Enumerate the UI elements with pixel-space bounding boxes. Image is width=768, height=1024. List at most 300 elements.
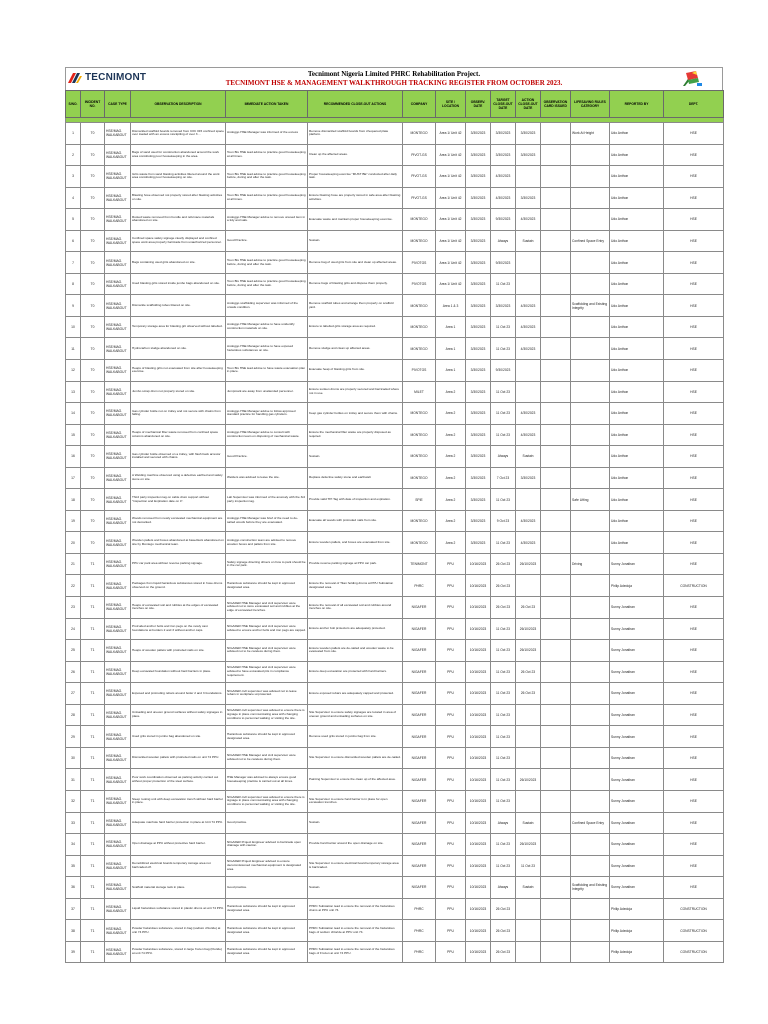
incident-no-cell: T1 bbox=[81, 553, 105, 575]
observation-description-cell: Liquid hazardous substance stored in plastic drums at unit 74 PPU. bbox=[131, 898, 226, 920]
reported-by-cell: Sunny Jonathan bbox=[610, 855, 664, 877]
col-header-reported-by: REPORTED BY bbox=[610, 91, 664, 118]
observation-description-cell: Wooden pallets and boxes abandoned at base/deck abandoned on site by Montego mechanical team. bbox=[131, 532, 226, 554]
lifesaving-rule-cell bbox=[571, 316, 610, 338]
observation-card-cell bbox=[541, 834, 571, 856]
case-type-cell: HSE/MAG. WALKABOUT bbox=[105, 553, 131, 575]
target-date-cell: 26 Oct 23 bbox=[491, 898, 516, 920]
recommended-action-cell: Ensure the mechanical filter waste are properly disposed as required. bbox=[308, 424, 403, 446]
lifesaving-rule-cell: Driving bbox=[571, 553, 610, 575]
closeout-date-cell bbox=[516, 941, 541, 963]
site-location-cell: PPU bbox=[436, 941, 466, 963]
closeout-date-cell: 3/30/2023 bbox=[516, 187, 541, 209]
target-date-cell: 26 Oct 23 bbox=[491, 575, 516, 597]
sn-cell: 38 bbox=[66, 920, 81, 942]
target-date-cell: 11 Oct 23 bbox=[491, 661, 516, 683]
table-row bbox=[66, 338, 724, 360]
reported-by-cell: Udo Anthon bbox=[610, 467, 664, 489]
site-location-cell: Area 2 bbox=[436, 532, 466, 554]
observation-date-cell: 10/16/2023 bbox=[466, 855, 491, 877]
site-location-cell: PPU bbox=[436, 747, 466, 769]
site-location-cell: Area 2 bbox=[436, 424, 466, 446]
target-date-cell: 11 Oct 23 bbox=[491, 704, 516, 726]
recommended-action-cell: Provide reverse parking signage at PPU car park. bbox=[308, 553, 403, 575]
lifesaving-rule-cell: Work At Height bbox=[571, 123, 610, 145]
recommended-action-cell: Site Supervisor to ensure safety signages are located in area of uneven ground and unloading surfaces on site. bbox=[308, 704, 403, 726]
company-cell: MONTEGO bbox=[403, 295, 436, 317]
target-date-cell: 11 Oct 23 bbox=[491, 338, 516, 360]
closeout-date-cell: 26 Oct 23 bbox=[516, 683, 541, 705]
col-header-observation-card: OBSERVATION CARD ISSUED bbox=[541, 91, 571, 118]
immediate-action-cell: Toun Bis HSE lead advise to practice good housekeeping before, during and after the task. bbox=[226, 166, 308, 188]
dept-cell: HSE bbox=[664, 424, 724, 446]
col-header-incident-no: INCIDENT NO. bbox=[81, 91, 105, 118]
lifesaving-rule-cell bbox=[571, 403, 610, 425]
observation-date-cell: 3/30/2023 bbox=[466, 230, 491, 252]
immediate-action-cell: Hazardous substance should be kept in approved designated area. bbox=[226, 726, 308, 748]
sn-cell: 4 bbox=[66, 187, 81, 209]
company-cell: NIGAFER bbox=[403, 661, 436, 683]
immediate-action-cell: NIGAFER civil supervisor was advised not to leave rebars in workplace unprotected. bbox=[226, 683, 308, 705]
closeout-date-cell bbox=[516, 898, 541, 920]
case-type-cell: HSE/MAG. WALKABOUT bbox=[105, 360, 131, 382]
sn-cell: 6 bbox=[66, 230, 81, 252]
dept-cell: HSE bbox=[664, 489, 724, 511]
reported-by-cell: Sunny Jonathan bbox=[610, 747, 664, 769]
case-type-cell: HSE/MAG. WALKABOUT bbox=[105, 920, 131, 942]
immediate-action-cell: Andoggo HSE Manager advise to have unidentify construction materials on site. bbox=[226, 316, 308, 338]
incident-no-cell: T1 bbox=[81, 640, 105, 662]
dept-cell: HSE bbox=[664, 683, 724, 705]
col-header-target-date: TARGET CLOSE-OUT DATE bbox=[491, 91, 516, 118]
case-type-cell: HSE/MAG. WALKABOUT bbox=[105, 877, 131, 899]
table-row bbox=[66, 252, 724, 274]
reported-by-cell: Sunny Jonathan bbox=[610, 597, 664, 619]
incident-no-cell: T0 bbox=[81, 209, 105, 231]
site-location-cell: PPU bbox=[436, 597, 466, 619]
table-row bbox=[66, 467, 724, 489]
dept-cell: CONSTRUCTION bbox=[664, 898, 724, 920]
dept-cell: HSE bbox=[664, 597, 724, 619]
immediate-action-cell: Hazardous substance should be kept in approved designated area. bbox=[226, 898, 308, 920]
case-type-cell: HSE/MAG. WALKABOUT bbox=[105, 338, 131, 360]
observation-description-cell: Gas cylinder bottle not on trolley and not secure with chains from falling. bbox=[131, 403, 226, 425]
company-cell: MILET bbox=[403, 381, 436, 403]
site-location-cell: PPU bbox=[436, 575, 466, 597]
lifesaving-rule-cell bbox=[571, 683, 610, 705]
sn-cell: 5 bbox=[66, 209, 81, 231]
lifesaving-rule-cell bbox=[571, 769, 610, 791]
recommended-action-cell: PHRC Substation lead to ensure the removal of the hazardous bags of sodium chloride at PPU unit 74. bbox=[308, 920, 403, 942]
closeout-date-cell bbox=[516, 726, 541, 748]
dept-cell: HSE bbox=[664, 360, 724, 382]
sn-cell: 3 bbox=[66, 166, 81, 188]
observation-date-cell: 3/30/2023 bbox=[466, 510, 491, 532]
recommended-action-cell: Ensure wooden pallets are de-nailed and wooden waste to be evacuated from site. bbox=[308, 640, 403, 662]
observation-card-cell bbox=[541, 381, 571, 403]
observation-description-cell: Used blasting grits stored inside jumbo bags abandoned on site. bbox=[131, 273, 226, 295]
sn-cell: 10 bbox=[66, 316, 81, 338]
table-row bbox=[66, 661, 724, 683]
closeout-date-cell bbox=[516, 273, 541, 295]
immediate-action-cell: Welders was advised to leave the site. bbox=[226, 467, 308, 489]
incident-no-cell: T1 bbox=[81, 834, 105, 856]
incident-no-cell: T1 bbox=[81, 726, 105, 748]
observation-description-cell: Bags containing used grits abandoned on site. bbox=[131, 252, 226, 274]
observation-description-cell: A Welding machine observed using a defective earthed and safety stone on site. bbox=[131, 467, 226, 489]
observation-card-cell bbox=[541, 316, 571, 338]
incident-no-cell: T1 bbox=[81, 683, 105, 705]
table-row bbox=[66, 941, 724, 963]
observation-card-cell bbox=[541, 877, 571, 899]
closeout-date-cell bbox=[516, 704, 541, 726]
sn-cell: 24 bbox=[66, 618, 81, 640]
lifesaving-rule-cell bbox=[571, 661, 610, 683]
company-cell: NIGAFER bbox=[403, 790, 436, 812]
observation-date-cell: 10/16/2023 bbox=[466, 898, 491, 920]
sn-cell: 35 bbox=[66, 855, 81, 877]
client-flag-logo-icon bbox=[680, 69, 702, 87]
target-date-cell: 26 Oct 23 bbox=[491, 597, 516, 619]
sn-cell: 32 bbox=[66, 790, 81, 812]
immediate-action-cell: Toun Bis HSE lead advise to practice good housekeeping before, during and after the task. bbox=[226, 252, 308, 274]
table-row bbox=[66, 230, 724, 252]
company-cell: NIGAFER bbox=[403, 747, 436, 769]
closeout-date-cell: 4/30/2023 bbox=[516, 316, 541, 338]
company-cell: PHRC bbox=[403, 941, 436, 963]
observation-description-cell: Powder hazardous substance, stored in bag (sodium chloride) at unit 74 PPU. bbox=[131, 920, 226, 942]
sn-cell: 27 bbox=[66, 683, 81, 705]
observation-description-cell: PPU car park area without reverse parking signage. bbox=[131, 553, 226, 575]
lifesaving-rule-cell bbox=[571, 446, 610, 468]
dept-cell: HSE bbox=[664, 144, 724, 166]
observation-date-cell: 10/16/2023 bbox=[466, 834, 491, 856]
table-row bbox=[66, 489, 724, 511]
incident-no-cell: T1 bbox=[81, 769, 105, 791]
observation-date-cell: 3/30/2023 bbox=[466, 489, 491, 511]
observation-date-cell: 10/16/2023 bbox=[466, 640, 491, 662]
observation-card-cell bbox=[541, 424, 571, 446]
company-cell: PHRC bbox=[403, 898, 436, 920]
target-date-cell: 11 Oct 23 bbox=[491, 790, 516, 812]
immediate-action-cell: NIGAFER HSE Manager and civil supervisor were advised not to store excavated soil and rubbles at the edge of excavated trenches. bbox=[226, 597, 308, 619]
sn-cell: 16 bbox=[66, 446, 81, 468]
sn-cell: 21 bbox=[66, 553, 81, 575]
incident-no-cell: T0 bbox=[81, 166, 105, 188]
closeout-date-cell bbox=[516, 489, 541, 511]
incident-no-cell: T1 bbox=[81, 898, 105, 920]
lifesaving-rule-cell bbox=[571, 941, 610, 963]
site-location-cell: PPU bbox=[436, 834, 466, 856]
observation-date-cell: 3/30/2023 bbox=[466, 187, 491, 209]
lifesaving-rule-cell bbox=[571, 855, 610, 877]
observation-date-cell: 10/16/2023 bbox=[466, 920, 491, 942]
observation-date-cell: 10/16/2023 bbox=[466, 941, 491, 963]
site-location-cell: PPU bbox=[436, 877, 466, 899]
closeout-date-cell: 11 Oct 23 bbox=[516, 855, 541, 877]
sn-cell: 11 bbox=[66, 338, 81, 360]
observation-date-cell: 3/30/2023 bbox=[466, 532, 491, 554]
sn-cell: 25 bbox=[66, 640, 81, 662]
table-row bbox=[66, 769, 724, 791]
observation-date-cell: 10/16/2023 bbox=[466, 704, 491, 726]
closeout-date-cell: 26/10/2023 bbox=[516, 769, 541, 791]
observation-date-cell: 3/30/2023 bbox=[466, 360, 491, 382]
recommended-action-cell: Remove used grits stored in jumbo bag from site. bbox=[308, 726, 403, 748]
observation-description-cell: Dismantled wooden pallets with protruded nails on unit 74 PPU. bbox=[131, 747, 226, 769]
case-type-cell: HSE/MAG. WALKABOUT bbox=[105, 532, 131, 554]
observation-card-cell bbox=[541, 446, 571, 468]
observation-date-cell: 3/30/2023 bbox=[466, 123, 491, 145]
immediate-action-cell: Andoggo HSE Manager advise to remove unused item in a tidy and safe. bbox=[226, 209, 308, 231]
recommended-action-cell: Remove sludge and clean up affected areas. bbox=[308, 338, 403, 360]
sn-cell: 17 bbox=[66, 467, 81, 489]
target-date-cell: 11 Oct 23 bbox=[491, 403, 516, 425]
reported-by-cell: Sunny Jonathan bbox=[610, 877, 664, 899]
site-location-cell: PPU bbox=[436, 920, 466, 942]
immediate-action-cell: Andoggo HSE Manager was informed of the excess bbox=[226, 123, 308, 145]
target-date-cell: Always bbox=[491, 812, 516, 834]
table-row bbox=[66, 403, 724, 425]
closeout-date-cell: 3/30/2023 bbox=[516, 467, 541, 489]
recommended-action-cell: Site Supervisor to ensure dismantled wooden pallets are de-nailed. bbox=[308, 747, 403, 769]
observation-card-cell bbox=[541, 769, 571, 791]
case-type-cell: HSE/MAG. WALKABOUT bbox=[105, 467, 131, 489]
observation-description-cell: Grits waste from sand blasting activities littered around the work area constituting poor housekeeping on site. bbox=[131, 166, 226, 188]
lifesaving-rule-cell bbox=[571, 510, 610, 532]
company-cell: MONTEGO bbox=[403, 510, 436, 532]
reported-by-cell: Philip Adedoja bbox=[610, 920, 664, 942]
immediate-action-cell: NIGAFER HSE Manager and civil supervisor were advised to have excavated pits in compliance requirement. bbox=[226, 661, 308, 683]
sn-cell: 14 bbox=[66, 403, 81, 425]
immediate-action-cell: Good Practice. bbox=[226, 446, 308, 468]
observation-card-cell bbox=[541, 273, 571, 295]
case-type-cell: HSE/MAG. WALKABOUT bbox=[105, 187, 131, 209]
lifesaving-rule-cell bbox=[571, 726, 610, 748]
immediate-action-cell: Good Practice. bbox=[226, 230, 308, 252]
site-location-cell: Area 2 bbox=[436, 489, 466, 511]
site-location-cell: Area 1/ Unit 42 bbox=[436, 166, 466, 188]
target-date-cell: 11 Oct 23 bbox=[491, 532, 516, 554]
observation-card-cell bbox=[541, 295, 571, 317]
observation-card-cell bbox=[541, 683, 571, 705]
reported-by-cell: Udo Anthon bbox=[610, 166, 664, 188]
incident-no-cell: T0 bbox=[81, 489, 105, 511]
observation-card-cell bbox=[541, 209, 571, 231]
case-type-cell: HSE/MAG. WALKABOUT bbox=[105, 747, 131, 769]
dept-cell: HSE bbox=[664, 640, 724, 662]
case-type-cell: HSE/MAG. WALKABOUT bbox=[105, 316, 131, 338]
dept-cell: HSE bbox=[664, 769, 724, 791]
lifesaving-rule-cell bbox=[571, 575, 610, 597]
company-cell: MONTEGO bbox=[403, 316, 436, 338]
closeout-date-cell bbox=[516, 381, 541, 403]
observation-card-cell bbox=[541, 898, 571, 920]
recommended-action-cell: Ensure deep excavation are protected with hard barriers. bbox=[308, 661, 403, 683]
recommended-action-cell: Remove scaffold tubes and arrange them properly on scaffold yard. bbox=[308, 295, 403, 317]
dept-cell: HSE bbox=[664, 510, 724, 532]
reported-by-cell: Sunny Jonathan bbox=[610, 553, 664, 575]
target-date-cell: 9/30/2023 bbox=[491, 252, 516, 274]
company-cell: NIGAFER bbox=[403, 726, 436, 748]
observation-description-cell: Dismantled scaffold boards removed from C0C 015 confined space over loaded with an excess stockpiling of over 3 ... bbox=[131, 123, 226, 145]
table-row bbox=[66, 144, 724, 166]
incident-no-cell: T0 bbox=[81, 123, 105, 145]
dept-cell: HSE bbox=[664, 877, 724, 899]
company-cell: NIGAFER bbox=[403, 704, 436, 726]
observation-date-cell: 10/16/2023 bbox=[466, 683, 491, 705]
dept-cell: HSE bbox=[664, 381, 724, 403]
reported-by-cell: Udo Anthon bbox=[610, 209, 664, 231]
recommended-action-cell: Ensure wooden pallets, and boxes are evacuated from site. bbox=[308, 532, 403, 554]
immediate-action-cell: Andoggo HSE Manager advise to consult with construction team on disposing of mechanical waste. bbox=[226, 424, 308, 446]
closeout-date-cell: 3/30/2023 bbox=[516, 144, 541, 166]
site-location-cell: PPU bbox=[436, 683, 466, 705]
dept-cell: HSE bbox=[664, 790, 724, 812]
incident-no-cell: T1 bbox=[81, 747, 105, 769]
reported-by-cell: Sunny Jonathan bbox=[610, 640, 664, 662]
reported-by-cell: Udo Anthon bbox=[610, 230, 664, 252]
company-cell: NIGAFER bbox=[403, 834, 436, 856]
col-header-closeout-date: ACTION CLOSE-OUT DATE bbox=[516, 91, 541, 118]
observation-description-cell: Dismantle scaffolding tubes littered on site. bbox=[131, 295, 226, 317]
header-row bbox=[66, 91, 724, 118]
target-date-cell: Always bbox=[491, 446, 516, 468]
lifesaving-rule-cell bbox=[571, 166, 610, 188]
observation-description-cell: Used grits stored in jumbo bag abandoned on site. bbox=[131, 726, 226, 748]
recommended-action-cell: Site Supervisor to ensure hard barrier is in place for open excavation trenches. bbox=[308, 790, 403, 812]
closeout-date-cell: 26 Oct 23 bbox=[516, 661, 541, 683]
closeout-date-cell: 4/30/2023 bbox=[516, 209, 541, 231]
recommended-action-cell: Remove dismantled scaffold boards from chequered plate platform. bbox=[308, 123, 403, 145]
incident-no-cell: T0 bbox=[81, 360, 105, 382]
site-location-cell: Area 1/ Unit 42 bbox=[436, 273, 466, 295]
reported-by-cell: Udo Anthon bbox=[610, 446, 664, 468]
lifesaving-rule-cell bbox=[571, 532, 610, 554]
observation-date-cell: 10/16/2023 bbox=[466, 661, 491, 683]
observation-card-cell bbox=[541, 166, 571, 188]
sn-cell: 2 bbox=[66, 144, 81, 166]
observation-card-cell bbox=[541, 553, 571, 575]
table-row bbox=[66, 640, 724, 662]
closeout-date-cell: Sustain bbox=[516, 877, 541, 899]
observation-date-cell: 3/30/2023 bbox=[466, 209, 491, 231]
incident-no-cell: T1 bbox=[81, 618, 105, 640]
lifesaving-rule-cell bbox=[571, 381, 610, 403]
sn-cell: 22 bbox=[66, 575, 81, 597]
dept-cell: HSE bbox=[664, 273, 724, 295]
reported-by-cell: Sunny Jonathan bbox=[610, 834, 664, 856]
reported-by-cell: Udo Anthon bbox=[610, 403, 664, 425]
observation-date-cell: 3/30/2023 bbox=[466, 446, 491, 468]
reported-by-cell: Udo Anthon bbox=[610, 381, 664, 403]
company-cell: MONTEGO bbox=[403, 123, 436, 145]
target-date-cell: 11 Oct 23 bbox=[491, 855, 516, 877]
recommended-action-cell: Sustain. bbox=[308, 230, 403, 252]
table-row bbox=[66, 726, 724, 748]
col-header-company: COMPANY bbox=[403, 91, 436, 118]
case-type-cell: HSE/MAG. WALKABOUT bbox=[105, 790, 131, 812]
closeout-date-cell: Sustain bbox=[516, 230, 541, 252]
reported-by-cell: Udo Anthon bbox=[610, 510, 664, 532]
observation-card-cell bbox=[541, 252, 571, 274]
site-location-cell: Area 1 bbox=[436, 338, 466, 360]
dept-cell: HSE bbox=[664, 553, 724, 575]
dept-cell: HSE bbox=[664, 166, 724, 188]
observation-date-cell: 3/30/2023 bbox=[466, 403, 491, 425]
closeout-date-cell bbox=[516, 166, 541, 188]
company-cell: NIGAFER bbox=[403, 812, 436, 834]
dept-cell: HSE bbox=[664, 316, 724, 338]
observation-card-cell bbox=[541, 618, 571, 640]
sn-cell: 8 bbox=[66, 273, 81, 295]
observation-date-cell: 10/16/2023 bbox=[466, 877, 491, 899]
target-date-cell: 9/30/2023 bbox=[491, 209, 516, 231]
immediate-action-cell: Lab Supervisor was informed of the anomaly with the 3rd party inspection tag. bbox=[226, 489, 308, 511]
company-cell: PIVOT-GS bbox=[403, 166, 436, 188]
recommended-action-cell: Evacuate all woods with protruded nails from site. bbox=[308, 510, 403, 532]
immediate-action-cell: Good practice. bbox=[226, 877, 308, 899]
dept-cell: HSE bbox=[664, 295, 724, 317]
observation-card-cell bbox=[541, 532, 571, 554]
observation-date-cell: 3/30/2023 bbox=[466, 144, 491, 166]
table-row bbox=[66, 920, 724, 942]
company-cell: PHRC bbox=[403, 920, 436, 942]
recommended-action-cell: Evacuate heap of blasting grits from site. bbox=[308, 360, 403, 382]
lifesaving-rule-cell: Confined Space Entry bbox=[571, 230, 610, 252]
recommended-action-cell: Remove bags of blasting grits and dispose them properly. bbox=[308, 273, 403, 295]
case-type-cell: HSE/MAG. WALKABOUT bbox=[105, 273, 131, 295]
lifesaving-rule-cell bbox=[571, 273, 610, 295]
recommended-action-cell: Sustain. bbox=[308, 812, 403, 834]
case-type-cell: HSE/MAG. WALKABOUT bbox=[105, 489, 131, 511]
observation-card-cell bbox=[541, 726, 571, 748]
recommended-action-cell: Ensure sunken drums are properly secured and barricaded where not in use. bbox=[308, 381, 403, 403]
target-date-cell: 3/30/2023 bbox=[491, 144, 516, 166]
incident-no-cell: T0 bbox=[81, 446, 105, 468]
dept-cell: HSE bbox=[664, 338, 724, 360]
company-cell: MONTEGO bbox=[403, 532, 436, 554]
case-type-cell: HSE/MAG. WALKABOUT bbox=[105, 144, 131, 166]
case-type-cell: HSE/MAG. WALKABOUT bbox=[105, 252, 131, 274]
dept-cell: CONSTRUCTION bbox=[664, 941, 724, 963]
observation-date-cell: 10/16/2023 bbox=[466, 790, 491, 812]
closeout-date-cell: 4/30/2023 bbox=[516, 510, 541, 532]
col-header-dept: DEPT. bbox=[664, 91, 724, 118]
site-location-cell: PPU bbox=[436, 726, 466, 748]
observation-description-cell: Adequate manhole hard barrier protection in place at Unit 74 PPU. bbox=[131, 812, 226, 834]
recommended-action-cell: Ensure the removal of all excavated soil and rubbles around trenches on site. bbox=[308, 597, 403, 619]
incident-no-cell: T0 bbox=[81, 273, 105, 295]
observation-card-cell bbox=[541, 640, 571, 662]
observation-description-cell: Confined space safety signage clearly displayed and confined space work area properly barricade from unauthorized personnel. bbox=[131, 230, 226, 252]
lifesaving-rule-cell bbox=[571, 597, 610, 619]
reported-by-cell: Sunny Jonathan bbox=[610, 618, 664, 640]
col-header-case-type: CASE TYPE bbox=[105, 91, 131, 118]
lifesaving-rule-cell bbox=[571, 834, 610, 856]
reported-by-cell: Udo Anthon bbox=[610, 360, 664, 382]
observation-description-cell: Bags of sand used for construction abandoned around the work area constituting poor housekeeping in the area. bbox=[131, 144, 226, 166]
target-date-cell: 11 Oct 23 bbox=[491, 618, 516, 640]
table-row bbox=[66, 704, 724, 726]
sn-cell: 26 bbox=[66, 661, 81, 683]
incident-no-cell: T1 bbox=[81, 855, 105, 877]
observation-card-cell bbox=[541, 467, 571, 489]
site-location-cell: Area 1/ Unit 42 bbox=[436, 209, 466, 231]
table-row bbox=[66, 316, 724, 338]
site-location-cell: PPU bbox=[436, 661, 466, 683]
immediate-action-cell: Toun Bis HSE lead advise to practice good housekeeping at all times. bbox=[226, 144, 308, 166]
